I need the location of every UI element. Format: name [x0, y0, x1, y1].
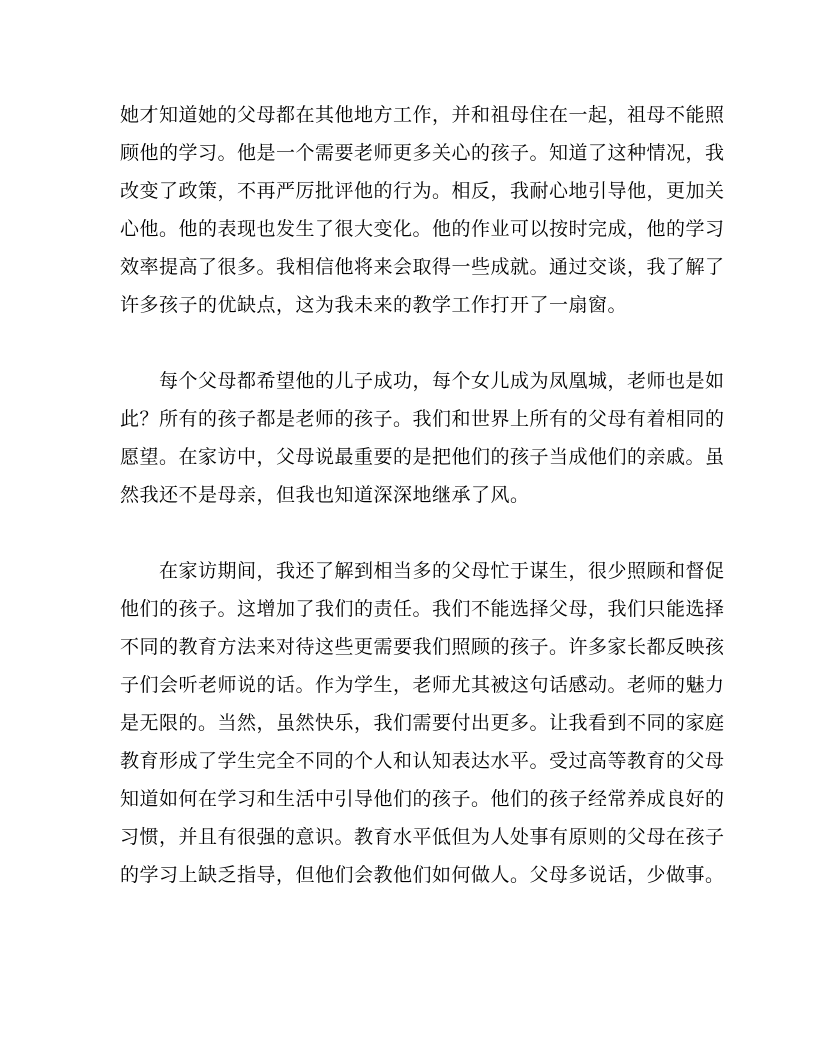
text-line: 习惯，并且有很强的意识。教育水平低但为人处事有原则的父母在孩子 — [120, 826, 725, 848]
paragraph-3 — [120, 552, 725, 894]
text-line: 不同的教育方法来对待这些更需要我们照顾的孩子。许多家长都反映孩 — [120, 636, 725, 658]
text-line: 顾他的学习。他是一个需要老师更多关心的孩子。知道了这种情况，我 — [120, 142, 725, 164]
text-line: 知道如何在学习和生活中引导他们的孩子。他们的孩子经常养成良好的 — [120, 788, 725, 810]
text-line: 此？所有的孩子都是老师的孩子。我们和世界上所有的父母有着相同的 — [120, 408, 725, 430]
text-line: 他们的孩子。这增加了我们的责任。我们不能选择父母，我们只能选择 — [120, 598, 725, 620]
text-line: 改变了政策，不再严厉批评他的行为。相反，我耐心地引导他，更加关 — [120, 180, 725, 202]
text-line: 每个父母都希望他的儿子成功，每个女儿成为凤凰城，老师也是如 — [120, 370, 725, 392]
paragraph-2 — [120, 362, 725, 514]
text-line: 愿望。在家访中，父母说最重要的是把他们的孩子当成他们的亲戚。虽 — [120, 446, 725, 468]
text-line: 在家访期间，我还了解到相当多的父母忙于谋生，很少照顾和督促 — [120, 560, 725, 582]
text-line: 效率提高了很多。我相信他将来会取得一些成就。通过交谈，我了解了 — [120, 256, 725, 278]
text-line: 的学习上缺乏指导，但他们会教他们如何做人。父母多说话，少做事。 — [120, 864, 725, 886]
text-line: 教育形成了学生完全不同的个人和认知表达水平。受过高等教育的父母 — [120, 750, 725, 772]
text-line: 子们会听老师说的话。作为学生，老师尤其被这句话感动。老师的魅力 — [120, 674, 725, 696]
text-line: 许多孩子的优缺点，这为我未来的教学工作打开了一扇窗。 — [120, 294, 628, 316]
text-line: 是无限的。当然，虽然快乐，我们需要付出更多。让我看到不同的家庭 — [120, 712, 725, 734]
text-line: 然我还不是母亲，但我也知道深深地继承了风。 — [120, 484, 530, 506]
text-line: 她才知道她的父母都在其他地方工作，并和祖母住在一起，祖母不能照 — [120, 104, 725, 126]
paragraph-1 — [120, 96, 725, 324]
text-line: 心他。他的表现也发生了很大变化。他的作业可以按时完成，他的学习 — [120, 218, 725, 240]
